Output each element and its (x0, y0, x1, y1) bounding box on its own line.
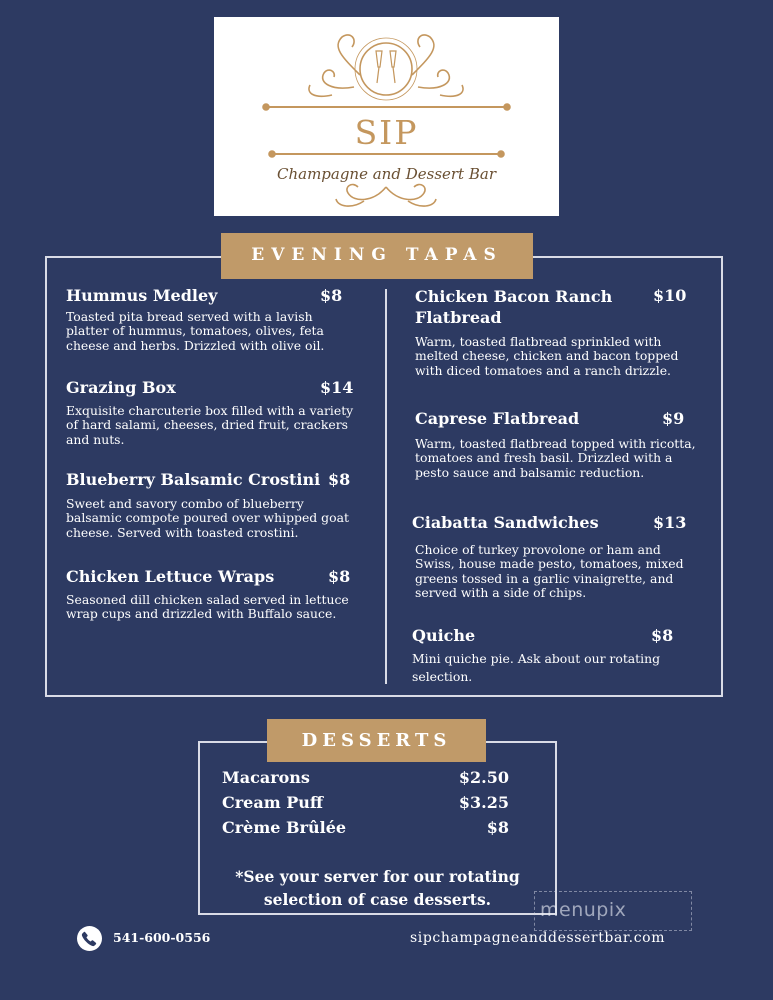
item-price: $10 (653, 286, 687, 305)
item-name: Chicken Lettuce Wraps (66, 567, 275, 586)
logo-wordmark: SIP (354, 113, 419, 152)
item-name: Hummus Medley (66, 286, 218, 305)
item-price: $8 (320, 286, 343, 305)
item-description: Choice of turkey provolone or ham and Swiss, house made pesto, tomatoes, mixed greens tossed in a garlic vinaigrette, and served with a side of chips. (415, 542, 684, 601)
item-name: Caprese Flatbread (415, 409, 580, 428)
item-description: Warm, toasted flatbread topped with ricotta, tomatoes and fresh basil. Drizzled with a pesto sauce and balsamic reduction. (415, 436, 696, 480)
dessert-price: $8 (486, 818, 509, 837)
dessert-name: Crème Brûlée (222, 818, 347, 837)
item-description: Mini quiche pie. Ask about our rotating selection. (412, 651, 661, 684)
item-price: $8 (651, 626, 674, 645)
item-name: Ciabatta Sandwiches (412, 513, 599, 532)
desserts-title: DESSERTS (301, 730, 452, 751)
item-price: $9 (662, 409, 685, 428)
item-price: $14 (320, 378, 354, 397)
phone-icon (77, 926, 102, 951)
logo-tagline: Champagne and Dessert Bar (276, 165, 496, 183)
dessert-price: $3.25 (458, 793, 509, 812)
dessert-price: $2.50 (458, 768, 509, 787)
item-name: Blueberry Balsamic Crostini (66, 470, 321, 489)
item-description: Warm, toasted flatbread sprinkled with melted cheese, chicken and bacon topped with diced tomatoes and a ranch drizzle. (415, 334, 679, 378)
phone-number[interactable]: 541-600-0556 (113, 930, 211, 945)
dessert-name: Cream Puff (222, 793, 324, 812)
item-price: $13 (653, 513, 687, 532)
logo (214, 17, 559, 216)
watermark-text: menupix (540, 899, 627, 921)
dessert-name: Macarons (222, 768, 310, 787)
item-description: Sweet and savory combo of blueberry balsamic compote poured over whipped goat cheese. Served with toasted crostini. (66, 496, 349, 540)
item-name: Chicken Bacon Ranch Flatbread (415, 287, 613, 327)
item-description: Exquisite charcuterie box filled with a variety of hard salami, cheeses, dried fruit, crackers and nuts. (66, 403, 354, 447)
column-divider (385, 289, 387, 684)
desserts-banner (267, 719, 486, 762)
tapas-title: EVENING TAPAS (251, 245, 503, 265)
item-name: Quiche (412, 626, 476, 645)
item-price: $8 (328, 470, 351, 489)
desserts-note: *See your server for our rotating selection of case desserts. (235, 867, 520, 909)
item-description: Toasted pita bread served with a lavish platter of hummus, tomatoes, olives, feta cheese and herbs. Drizzled with olive oil. (66, 309, 325, 353)
item-description: Seasoned dill chicken salad served in lettuce wrap cups and drizzled with Buffalo sauce. (66, 592, 349, 622)
website-link[interactable]: sipchampagneanddessertbar.com (410, 930, 666, 946)
item-price: $8 (328, 567, 351, 586)
tapas-banner (221, 233, 533, 279)
item-name: Grazing Box (66, 378, 176, 397)
